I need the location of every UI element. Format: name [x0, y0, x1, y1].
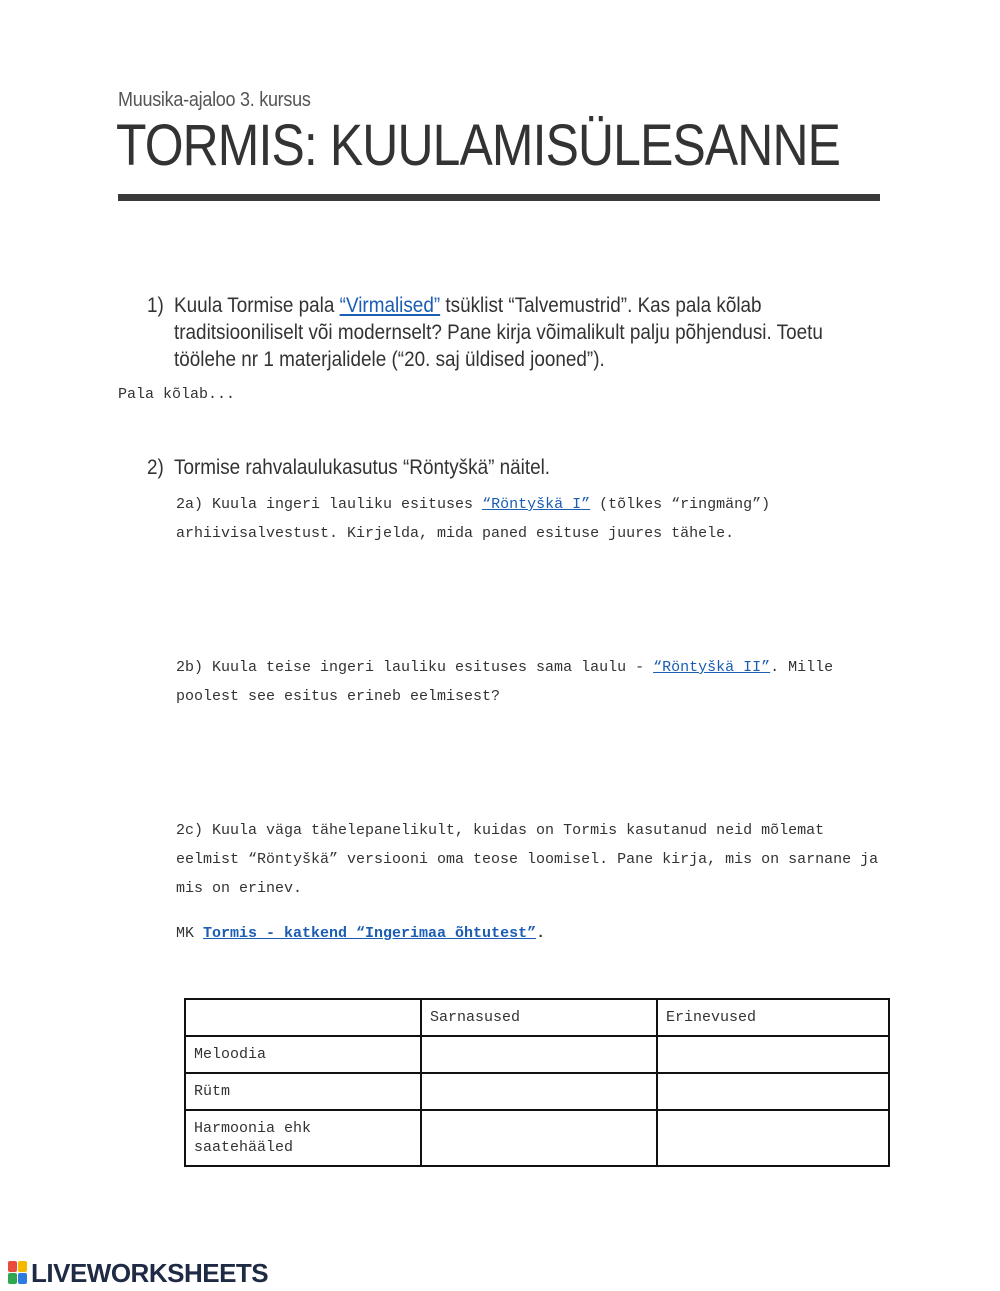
row-label-harmoonia: Harmoonia ehk saatehääled [185, 1110, 421, 1166]
rontyska-2-link[interactable]: “Röntyškä II” [653, 659, 771, 676]
table-header-sarnasused: Sarnasused [421, 999, 657, 1036]
question-2b: 2b) Kuula teise ingeri lauliku esituses sama laulu - “Röntyškä II”. Mille poolest see esitus erineb eelmisest? [176, 659, 834, 705]
question-2a: 2a) Kuula ingeri lauliku esituses “Röntyškä I” (tõlkes “ringmäng”) arhiivisalvestust. Kirjelda, mida paned esituse juures tähele. [176, 496, 771, 542]
liveworksheets-logo [8, 1259, 268, 1287]
question-2a-answer-field[interactable] [176, 558, 886, 638]
meloodia-erinevused-input[interactable] [657, 1036, 889, 1073]
title-divider [118, 194, 880, 201]
question-1 [147, 292, 867, 376]
table-row [185, 1073, 889, 1110]
liveworksheets-logo-text: LIVEWORKSHEETS [31, 1257, 269, 1288]
question-2 [147, 454, 867, 482]
rutm-erinevused-input[interactable] [657, 1073, 889, 1110]
course-subtitle: Muusika-ajaloo 3. kursus [118, 89, 311, 111]
harmoonia-sarnasused-input[interactable] [421, 1110, 657, 1166]
question-1-number: 1) [147, 294, 164, 317]
question-2c: 2c) Kuula väga tähelepanelikult, kuidas on Tormis kasutanud neid mõlemat eelmist “Röntyškä” versiooni oma teose loomisel. Pane kirja, mis on sarnane ja mis on erinev. [176, 822, 879, 897]
row-label-rutm: Rütm [185, 1073, 421, 1110]
comparison-table [184, 998, 890, 1167]
table-header-row [185, 999, 889, 1036]
table-row [185, 1036, 889, 1073]
table-header-erinevused: Erinevused [657, 999, 889, 1036]
row-label-meloodia: Meloodia [185, 1036, 421, 1073]
mk-line: MK Tormis - katkend “Ingerimaa õhtutest”. [176, 925, 546, 942]
virmalised-link[interactable]: “Virmalised” [339, 294, 441, 317]
meloodia-sarnasused-input[interactable] [421, 1036, 657, 1073]
question-2-number: 2) [147, 456, 164, 479]
question-2-text: Tormise rahvalaulukasutus “Röntyškä” näitel. [174, 456, 551, 479]
page-title: TORMIS: KUULAMISÜLESANNE [116, 113, 841, 178]
question-1-text: Kuula Tormise pala “Virmalised” tsüklist “Talvemustrid”. Kas pala kõlab traditsiooniliselt või modernselt? Pane kirja võimalikult palju põhjendusi. Toetu töölehe nr 1 materjalidele (“20. saj üldised jooned”). [174, 294, 823, 371]
rutm-sarnasused-input[interactable] [421, 1073, 657, 1110]
question-1-answer-field[interactable]: Pala kõlab... [118, 386, 236, 403]
liveworksheets-logo-icon [8, 1261, 28, 1285]
table-header-cell [185, 999, 421, 1036]
rontyska-1-link[interactable]: “Röntyškä I” [482, 496, 591, 513]
ingerimaa-ohtutest-link[interactable]: Tormis - katkend “Ingerimaa õhtutest” [203, 925, 537, 942]
table-row [185, 1110, 889, 1166]
question-2b-answer-field[interactable] [176, 720, 886, 800]
harmoonia-erinevused-input[interactable] [657, 1110, 889, 1166]
